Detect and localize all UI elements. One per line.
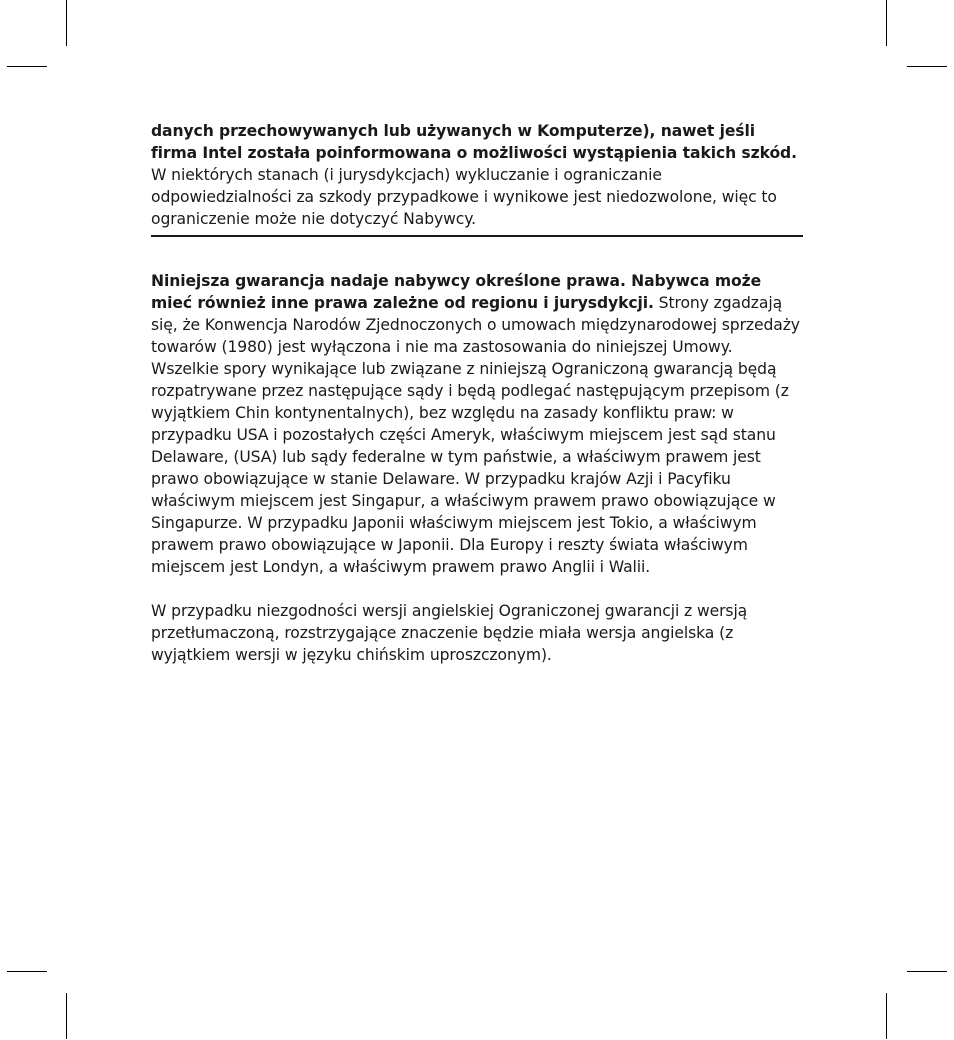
crop-mark-bottom-left-vertical [66,993,67,1039]
translation-paragraph: W przypadku niezgodności wersji angielskiej Ograniczonej gwarancji z wersją przetłumaczoną, rozstrzygające znaczenie będzie miała wersja angielska (z wyjątkiem wersji w języku chińskim uproszczonym). [151,602,748,664]
crop-mark-top-right-horizontal [907,66,947,67]
section-divider [151,235,803,237]
jurisdiction-paragraph [151,270,803,578]
jurisdiction-paragraph-text: Strony zgadzają się, że Konwencja Narodów Zjednoczonych o umowach międzynarodowej sprzedaży towarów (1980) jest wyłączona i nie ma zastosowania do niniejszej Umowy. Wszelkie spory wynikające lub związane z niniejszą Ograniczoną gwarancją będą rozpatrywane przez następujące sądy i będą podlegać następującym przepisom (z wyjątkiem Chin kontynentalnych), bez względu na zasady konfliktu praw: w przypadku USA i pozostałych części Ameryk, właściwym miejscem jest sąd stanu Delaware, (USA) lub sądy federalne w tym państwie, a właściwym prawem jest prawo obowiązujące w stanie Delaware. W przypadku krajów Azji i Pacyfiku właściwym miejscem jest Singapur, a właściwym prawem prawo obowiązujące w Singapurze. W przypadku Japonii właściwym miejscem jest Tokio, a właściwym prawem prawo obowiązujące w Japonii. Dla Europy i reszty świata właściwym miejscem jest Londyn, a właściwym prawem prawo Anglii i Walii. [151,294,800,576]
crop-mark-top-left-vertical [66,0,67,46]
crop-mark-bottom-left-horizontal [7,971,47,972]
page-content [151,120,803,666]
crop-mark-top-right-vertical [886,0,887,46]
liability-paragraph-text: W niektórych stanach (i jurysdykcjach) wykluczanie i ograniczanie odpowiedzialności za szkody przypadkowe i wynikowe jest niedozwolone, więc to ograniczenie może nie dotyczyć Nabywcy. [151,166,777,228]
crop-mark-top-left-horizontal [7,66,47,67]
crop-mark-bottom-right-vertical [886,993,887,1039]
jurisdiction-paragraph-bold: Niniejsza gwarancja nadaje nabywcy określone prawa. Nabywca może mieć również inne prawa zależne od regionu i jurysdykcji. [151,272,762,312]
liability-paragraph-bold: danych przechowywanych lub używanych w Komputerze), nawet jeśli firma Intel została poinformowana o możliwości wystąpienia takich szkód. [151,122,797,162]
liability-paragraph [151,120,803,230]
crop-mark-bottom-right-horizontal [907,971,947,972]
